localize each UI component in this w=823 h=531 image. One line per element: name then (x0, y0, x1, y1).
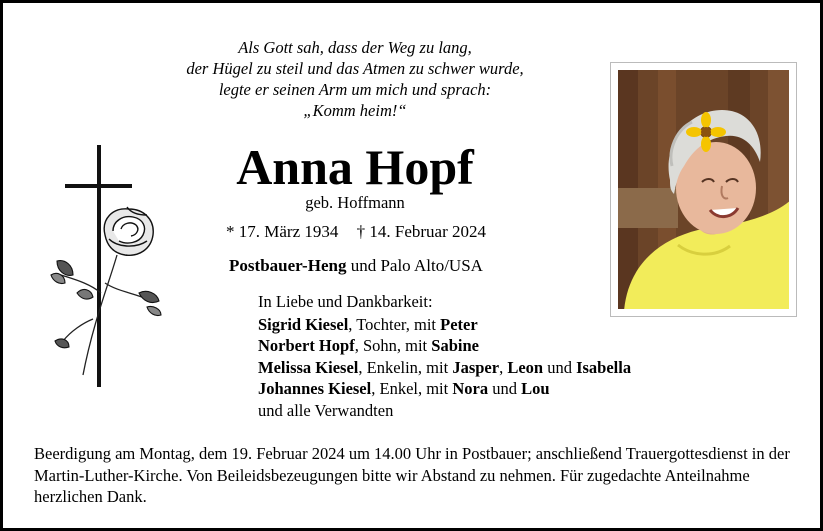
mourner-name: Peter (440, 314, 478, 334)
poem-line: legte er seinen Arm um mich und sprach: (218, 80, 492, 99)
mourner-relation: , Sohn, mit (354, 336, 432, 355)
portrait-photo (610, 62, 797, 317)
poem-line: Als Gott sah, dass der Weg zu lang, (238, 38, 472, 57)
mourner-name: Isabella (576, 357, 632, 377)
mourner-name: Nora (452, 379, 489, 398)
mourner-relation: , (499, 357, 508, 377)
mourner-relation: und (543, 357, 577, 377)
portrait-illustration (618, 70, 789, 309)
mourner-relation: , Enkelin, mit (358, 357, 453, 377)
residence-primary: Postbauer-Heng (229, 256, 347, 275)
mourner-rows (258, 314, 728, 422)
mourner-row (258, 400, 728, 422)
mourner-name: Sigrid Kiesel (258, 314, 349, 334)
mourners-intro: In Liebe und Dankbarkeit: (258, 292, 433, 311)
photo-image (618, 70, 789, 309)
poem (153, 37, 557, 121)
mourner-name: Leon (507, 357, 544, 377)
maiden-name: geb. Hoffmann (305, 193, 405, 212)
mourner-row (258, 335, 728, 357)
residence (203, 255, 509, 277)
birth-date: * 17. März 1934 (226, 222, 339, 241)
mourner-name: Sabine (431, 336, 479, 355)
cross-with-rose-icon (43, 143, 173, 391)
life-dates (203, 221, 509, 243)
funeral-notice: Beerdigung am Montag, dem 19. Februar 2024 um 14.00 Uhr in Postbauer; anschließend Trauergottesdienst in der Martin-Luther-Kirche. Von Beileidsbezeugungen bitte wir Abstand zu nehmen. Für zugedachte Anteilnahme herzlichen Dank. (34, 444, 790, 506)
poem-line: „Komm heim!“ (303, 101, 407, 120)
mourner-name: Johannes Kiesel (258, 379, 372, 398)
mourner-name: Melissa Kiesel (258, 357, 359, 377)
mourner-relation: , Enkel, mit (371, 379, 453, 398)
residence-secondary: und Palo Alto/USA (346, 256, 483, 275)
mourner-name: Lou (521, 379, 550, 398)
mourner-row (258, 378, 728, 400)
mourner-row (258, 357, 728, 379)
mourner-name: Jasper (452, 357, 500, 377)
poem-line: der Hügel zu steil und das Atmen zu schwer wurde, (186, 59, 524, 78)
death-date: † 14. Februar 2024 (356, 222, 486, 241)
mourner-name: Norbert Hopf (258, 336, 355, 355)
mourner-relation: , Tochter, mit (348, 314, 441, 334)
mourner-relation: und (488, 379, 522, 398)
mourner-relation: und alle Verwandten (258, 400, 394, 420)
deceased-name: Anna Hopf (236, 139, 474, 195)
